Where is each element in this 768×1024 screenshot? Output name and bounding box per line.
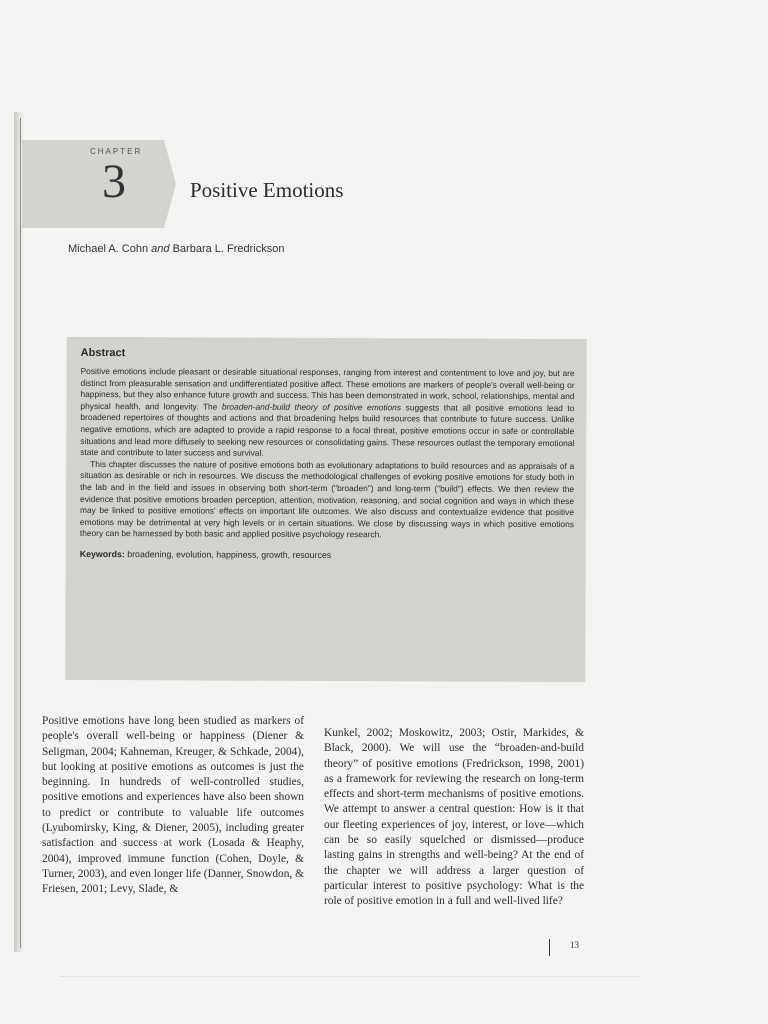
author-conjunction: and [151, 243, 170, 255]
abstract-p1-italic: broaden-and-build theory of positive emotions [221, 401, 402, 413]
abstract-heading: Abstract [80, 346, 126, 360]
keywords-line [80, 549, 574, 561]
author-line [68, 243, 284, 255]
chapter-title: Positive Emotions [190, 178, 344, 202]
footer-rule [549, 939, 550, 956]
author-second: Barbara L. Fredrickson [172, 243, 285, 255]
body-column-right: Kunkel, 2002; Moskowitz, 2003; Ostir, Markides, & Black, 2000). We will use the “broaden-and-build theory” of positive emotions (Fredrickson, 1998, 2001) as a framework for reviewing the research on long-term effects and short-term mechanisms of positive emotions. We attempt to answer a central question: How is it that our fleeting experiences of joy, interest, or love—which can be so easily squelched or dismissed—produce lasting gains in strengths and well-being? At the end of the chapter we will address a larger question of particular interest to positive psychology: What is the role of positive emotion in a full and well-lived life? [324, 727, 584, 908]
abstract-paragraph-2: This chapter discusses the nature of positive emotions both as evolutionary adaptations to build resources and as appraisals of a situation as desirable or rich in resources. We discuss the methodological challenges of evoking positive emotions for study both in the lab and in the field and issues in observing both short-term ("broaden") and long-term ("build") effects. We then review the evidence that positive emotions broaden perception, attention, motivation, reasoning, and social cognition and ways in which these may be linked to positive emotions' effects on important life outcomes. We also discuss and contextualize evidence that positive emotions may be detrimental at very high levels or in certain situations. We close by discussing ways in which positive emotions theory can be harnessed by both basic and applied positive psychology research. [79, 458, 575, 540]
scan-noise [60, 976, 640, 983]
page-binding-line [20, 118, 21, 948]
body-column-left: Positive emotions have long been studied as markers of people's overall well-being or happiness (Diener & Seligman, 2004; Kahneman, Kreuger, & Schkade, 2004), but looking at positive emotions as outcomes is just the beginning. In hundreds of well-controlled studies, positive emotions and experiences have also been shown to predict or contribute to valuable life outcomes (Lyubomirsky, King, & Diener, 2005), including greater satisfaction and success at work (Losada & Heaphy, 2004), improved immune function (Cohen, Doyle, & Turner, 2003), and even longer life (Danner, Snowdon, & Friesen, 2001; Levy, Slade, & [42, 715, 304, 896]
abstract-paragraph-1 [80, 366, 574, 461]
abstract-p1-text-a: Positive emotions include pleasant or desirable situational responses, ranging from interest and contentment to love and joy, but are distinct from pleasurable sensation and undifferentiated positive affect. These emotions are markers of people's overall well-being or happiness, but they also enhance future growth and success. This has been demonstrated in work, school, relationships, mental and physical health, and longevity. The [80, 365, 575, 412]
abstract-p1-text-b: suggests that all positive emotions lead to broadened repertoires of thoughts and actions and that broadening helps build resources that contribute to future success. Unlike negative emotions, which are adapted to provide a rapid response to a focal threat, positive emotions occur in safe or controllable situations and lead more diffusely to seeking new resources or consolidating gains. These resources outlast the temporary emotional state and contribute to later success and survival. [80, 402, 575, 458]
keywords-list: broadening, evolution, happiness, growth, resources [127, 549, 332, 560]
author-first: Michael A. Cohn [68, 243, 149, 255]
page-binding-edge [14, 112, 24, 952]
page-number: 13 [570, 940, 579, 950]
chapter-label: CHAPTER [90, 147, 143, 156]
chapter-number: 3 [102, 155, 126, 208]
keywords-label: Keywords: [79, 548, 125, 560]
abstract-box [65, 337, 586, 682]
